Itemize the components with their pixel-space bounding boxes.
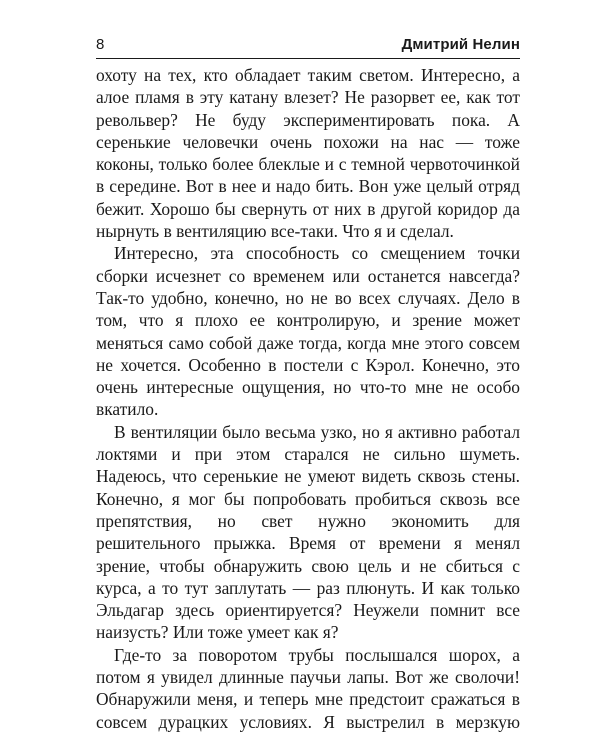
page-number: 8 [96, 36, 105, 53]
running-head [96, 36, 520, 59]
paragraph-1: охоту на тех, кто обладает таким светом. Интересно, а алое пламя в эту катану влезет? Не разорвет ее, как тот револьвер? Не буду экспериментировать пока. А серенькие человечки очень похожи на нас — тоже коконы, только более блеклые и с темной червоточинкой в середине. Вот в нее и надо бить. Вон уже целый отряд бежит. Хорошо бы свернуть от них в другой коридор да нырнуть в вентиляцию все-таки. Что я и сделал. [96, 65, 520, 242]
paragraph-2: Интересно, эта способность со смещением точки сборки исчезнет со временем или останется навсегда? Так-то удобно, конечно, но не во всех случаях. Дело в том, что я плохо ее контролирую, и зрение может меняться само собой даже тогда, когда мне этого совсем не хочется. Особенно в постели с Кэрол. Конечно, это очень интересные ощущения, но что-то мне не особо вкатило. [96, 243, 520, 420]
author-name: Дмитрий Нелин [401, 36, 520, 53]
paragraph-4: Где-то за поворотом трубы послышался шорох, а потом я увидел длинные паучьи лапы. Вот же сволочи! Обнаружили меня, и теперь мне предстоит сражаться в совсем дурацких условиях. Я выстрелил в мерзкую [96, 644, 520, 732]
body-text [96, 64, 520, 733]
paragraph-3: В вентиляции было весьма узко, но я активно работал локтями и при этом старался не сильно шуметь. Надеюсь, что серенькие не умеют видеть сквозь стены. Конечно, я мог бы попробовать пробиться сквозь все препятствия, но свет нужно экономить для решительного прыжка. Время от времени я менял зрение, чтобы обнаружить свою цель и не сбиться с курса, а то тут заплутать — раз плюнуть. И как только Эльдагар здесь ориентируется? Неужели помнит все наизусть? Или тоже умеет как я? [96, 421, 520, 643]
